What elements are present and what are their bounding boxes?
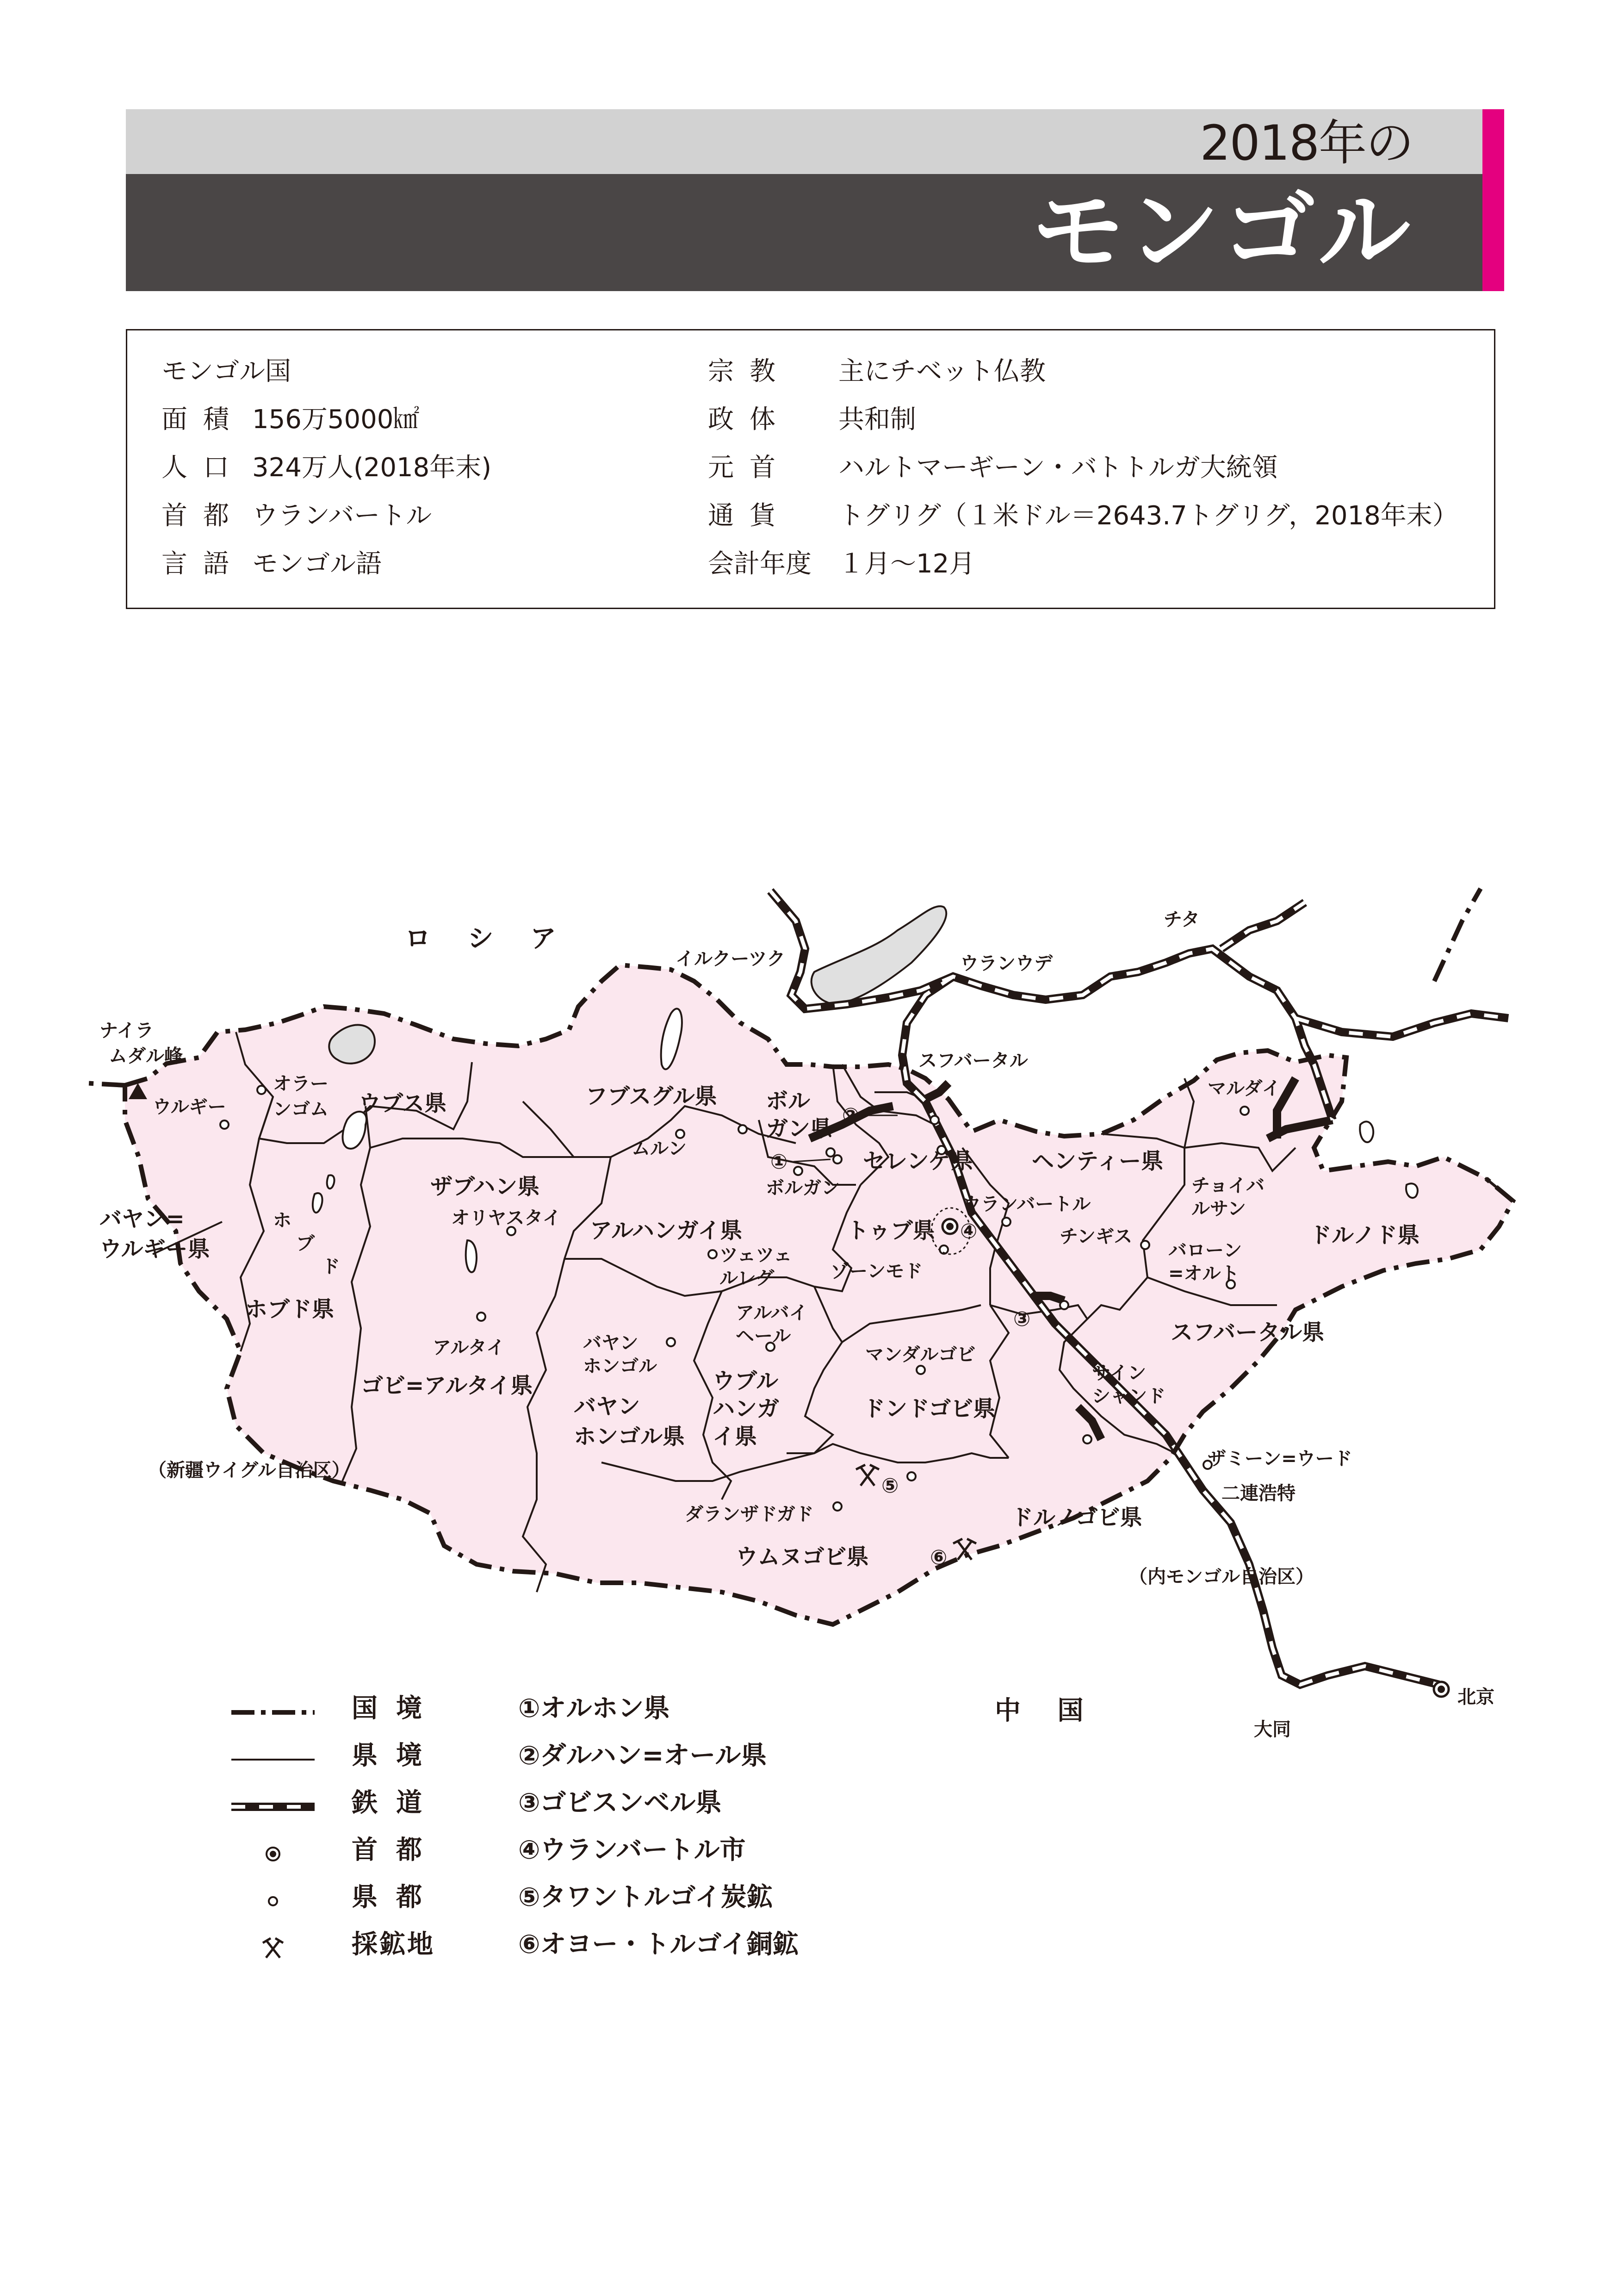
province-bayan-ulgii: バヤン= (99, 1206, 185, 1232)
info-label: 政体 (708, 404, 791, 435)
page-header (126, 109, 1482, 291)
label-inner-mongolia: （内モンゴル自治区） (1129, 1566, 1314, 1587)
province-khovd: ホブド県 (245, 1296, 335, 1322)
legend-province-border-symbol (227, 1746, 319, 1773)
city-choibalsan: ルサン (1191, 1198, 1246, 1220)
info-value: 共和制 (838, 404, 916, 435)
info-label: 人口 (161, 453, 245, 483)
marker-6: ⑥ (930, 1546, 948, 1569)
city-dalanzadgad: ダランザドガド (685, 1504, 814, 1525)
info-label: 宗教 (708, 356, 791, 386)
info-label: 元首 (708, 453, 791, 483)
legend-label: 採鉱地 (352, 1929, 435, 1960)
city-bulgan: ボルガン (766, 1177, 840, 1199)
province-bayan-ulgii: ウルギー県 (99, 1236, 210, 1262)
province-uvurkhangai: ハンガ (713, 1396, 780, 1422)
city-chinggis: チンギス (1060, 1226, 1133, 1247)
info-country-name: モンゴル国 (161, 356, 291, 386)
info-currency (708, 501, 1458, 531)
mongolia-territory (125, 965, 1513, 1624)
info-head-of-state (708, 453, 1278, 483)
city-mandalgovi: マンダルゴビ (865, 1344, 976, 1365)
legend-item: ①オルホン県 (518, 1693, 670, 1724)
city-bayankhongor: ホンゴル (583, 1356, 657, 1377)
legend-railway-symbol (227, 1793, 319, 1821)
city-murun: ムルン (632, 1138, 687, 1159)
city-altai: アルタイ (433, 1337, 505, 1358)
city-ulan-ude: ウランウデ (960, 953, 1053, 974)
city-tsetserleg: ツェツェ (719, 1244, 792, 1266)
city-baruun-urt: =オルト (1168, 1263, 1240, 1284)
info-religion (708, 356, 1046, 386)
peak-naira: ナイラ (99, 1020, 154, 1041)
city-zuunmod: ゾーンモド (831, 1261, 923, 1282)
info-value: １月～12月 (838, 549, 975, 579)
city-sainshand: シャンド (1092, 1386, 1166, 1407)
info-value: 主にチベット仏教 (838, 356, 1046, 386)
city-uliastai: オリヤスタイ (451, 1207, 561, 1229)
header-title: モンゴル (1031, 178, 1413, 286)
legend-county-seat-symbol (227, 1887, 319, 1915)
city-bayankhongor: バヤン (583, 1332, 639, 1354)
info-label: 面積 (161, 404, 245, 435)
info-government (708, 404, 916, 435)
city-zamiin-uud: ザミーン=ウード (1208, 1448, 1352, 1469)
info-area (161, 404, 420, 435)
city-ulaangom: ンゴム (273, 1099, 329, 1120)
province-bulgan: ボル (766, 1088, 811, 1114)
province-uvs: ウブス県 (359, 1090, 447, 1116)
city-beijing: 北京 (1457, 1686, 1494, 1708)
city-choibalsan: チョイバ (1191, 1175, 1265, 1196)
label-xinjiang: （新疆ウイグル自治区） (148, 1460, 350, 1481)
legend-label: 県境 (352, 1741, 440, 1771)
header-year: 2018年の (1200, 115, 1413, 171)
legend-label: 県都 (352, 1882, 440, 1912)
header-bottom-band (126, 174, 1482, 291)
legend-capital-symbol (227, 1840, 319, 1868)
label-china: 中 国 (995, 1696, 1097, 1726)
city-irkutsk: イルクーツク (676, 948, 786, 970)
legend-item: ⑥オヨー・トルゴイ銅鉱 (518, 1929, 799, 1960)
legend-label: 首都 (352, 1835, 440, 1865)
info-value: ハルトマーギーン・バトトルガ大統領 (838, 453, 1278, 483)
marker-5: ⑤ (881, 1474, 899, 1498)
legend-item: ④ウランバートル市 (518, 1835, 746, 1865)
city-sukhbaatar: スフバータル (918, 1050, 1028, 1071)
province-arkhangai: アルハンガイ県 (590, 1218, 743, 1244)
city-baruun-urt: バローン (1168, 1240, 1242, 1261)
label-russia: ロ シ ア (405, 924, 570, 954)
info-value: モンゴル語 (252, 549, 382, 579)
province-uvurkhangai: イ県 (713, 1424, 757, 1450)
marker-2: ② (842, 1104, 860, 1127)
marker-3: ③ (1013, 1307, 1031, 1331)
info-language (161, 549, 382, 579)
city-ulgii: ウルギー (153, 1096, 226, 1118)
city-erenhot: 二連浩特 (1221, 1483, 1296, 1504)
info-capital (161, 501, 432, 531)
province-khentii: ヘンティー県 (1032, 1148, 1164, 1174)
province-uvurkhangai: ウブル (713, 1368, 779, 1394)
province-umnugovi: ウムヌゴビ県 (736, 1544, 869, 1570)
city-mardai: マルダイ (1208, 1078, 1281, 1099)
marker-4: ④ (960, 1220, 978, 1243)
legend-label: 鉄道 (352, 1788, 440, 1818)
province-tuv: トゥブ県 (847, 1218, 935, 1244)
info-label: 通貨 (708, 501, 791, 531)
legend-item: ③ゴビスンベル県 (518, 1788, 722, 1818)
city-khovd: ド (322, 1256, 340, 1277)
province-dornod: ドルノド県 (1309, 1222, 1420, 1248)
city-khovd: ブ (296, 1233, 315, 1254)
province-dundgovi: ドンドゴビ県 (863, 1396, 996, 1422)
city-arvaikheer: アルバイ (736, 1302, 808, 1324)
province-bayankhongor: バヤン (574, 1394, 640, 1419)
city-chita: チタ (1164, 909, 1200, 930)
map-legend (227, 1694, 828, 1995)
country-info-box (126, 329, 1495, 609)
info-label: 首都 (161, 501, 245, 531)
info-value: トグリグ（１米ドル＝2643.7トグリグ，2018年末） (838, 501, 1458, 531)
legend-item: ②ダルハン=オール県 (518, 1741, 767, 1771)
info-label: 会計年度 (708, 549, 812, 579)
marker-1: ① (770, 1150, 788, 1174)
info-value: 324万人(2018年末) (252, 453, 492, 483)
info-value: ウランバートル (252, 501, 432, 531)
peak-naira: ムダル峰 (109, 1045, 183, 1067)
city-datong: 大同 (1254, 1719, 1291, 1740)
province-dornogovi: ドルノゴビ県 (1011, 1505, 1142, 1531)
province-gobi-altai: ゴビ=アルタイ県 (361, 1373, 533, 1399)
info-population (161, 453, 492, 483)
province-zavkhan: ザブハン県 (430, 1174, 540, 1200)
info-fiscal-year (708, 549, 975, 579)
city-arvaikheer: ヘール (736, 1325, 791, 1347)
city-ulaangom: オラー (273, 1073, 329, 1095)
legend-mine-icon (227, 1935, 319, 1962)
province-selenge: セレンゲ県 (863, 1148, 973, 1174)
header-accent-bar (1482, 109, 1504, 291)
province-bayankhongor: ホンゴル県 (574, 1424, 685, 1450)
province-sukhbaatar: スフバータル県 (1171, 1319, 1325, 1345)
province-bulgan: ガン県 (766, 1116, 833, 1142)
info-value: 156万5000㎢ (252, 404, 420, 435)
city-tsetserleg: ルレグ (719, 1268, 775, 1289)
city-ulaanbaatar: ウランバートル (962, 1194, 1091, 1215)
city-khovd: ホ (273, 1210, 291, 1231)
city-sainshand: サイン (1092, 1363, 1147, 1384)
info-label: 言語 (161, 549, 245, 579)
province-khuvsgul: フブスグル県 (585, 1083, 717, 1109)
legend-country-border-symbol (227, 1699, 319, 1726)
legend-label: 国境 (352, 1693, 440, 1724)
legend-item: ⑤タワントルゴイ炭鉱 (518, 1882, 773, 1912)
header-top-band (126, 109, 1482, 174)
